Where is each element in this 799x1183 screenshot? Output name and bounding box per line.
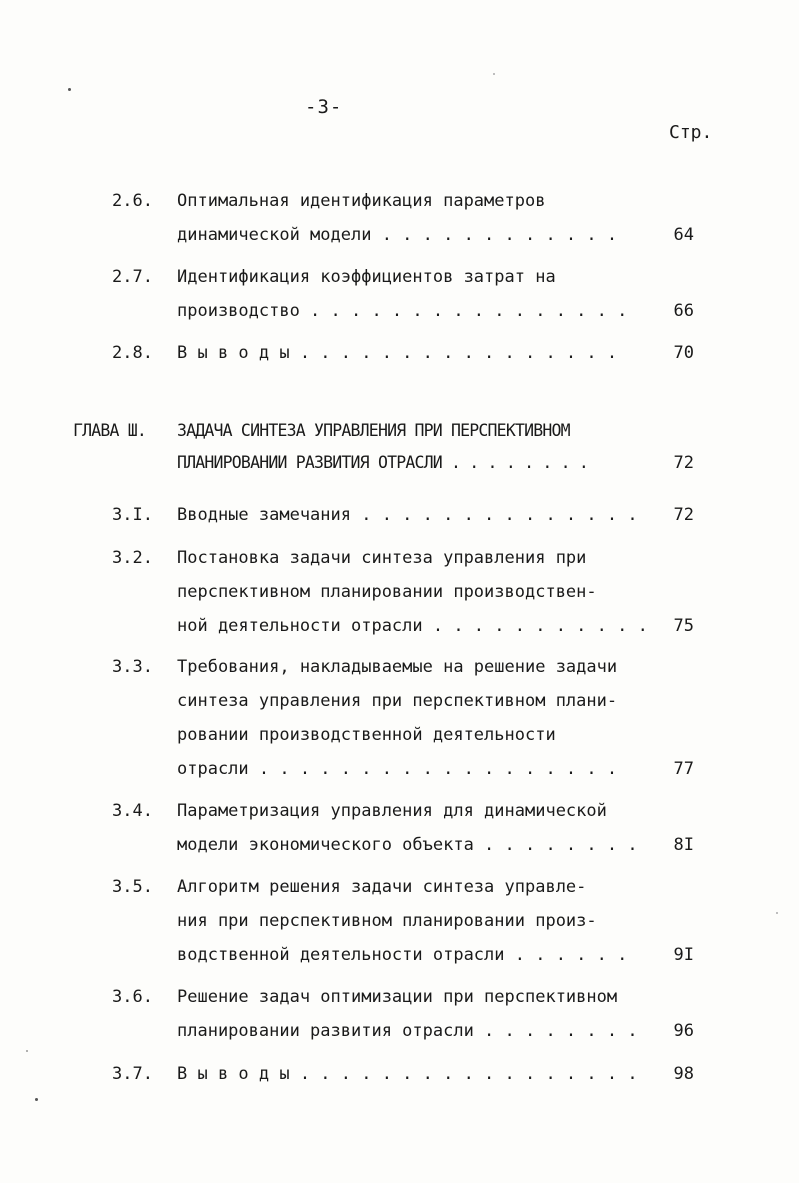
entry-number: 3.7. (112, 1064, 153, 1084)
entry-page: 9I (673, 945, 694, 965)
entry-number: 3.4. (112, 801, 153, 821)
entry-page: 66 (673, 301, 694, 321)
entry-page: 77 (673, 759, 694, 779)
entry-text-line: Постановка задачи синтеза управления при (177, 548, 587, 568)
entry-page: 72 (673, 453, 694, 473)
entry-text-line: ной деятельности отрасли . . . . . . . . . . . (177, 616, 648, 636)
entry-number: 3.6. (112, 987, 153, 1007)
entry-text-line: модели экономического объекта . . . . . . . . (177, 835, 638, 855)
entry-number: 2.6. (112, 191, 153, 211)
entry-text-line: ния при перспективном планировании произ- (177, 911, 597, 931)
entry-text-line: Алгоритм решения задачи синтеза управле- (177, 877, 587, 897)
entry-page: 72 (673, 505, 694, 525)
entry-page: 70 (673, 343, 694, 363)
entry-text-line: отрасли . . . . . . . . . . . . . . . . . . (177, 759, 618, 779)
entry-number: 2.7. (112, 267, 153, 287)
entry-page: 8I (673, 835, 694, 855)
page-column-label: Стр. (669, 122, 713, 143)
entry-text-line: водственной деятельности отрасли . . . . . . (177, 945, 628, 965)
entry-text-line: Параметризация управления для динамической (177, 801, 607, 821)
entry-text-line: Вводные замечания . . . . . . . . . . . . . . (177, 505, 638, 525)
chapter-title-line: ЗАДАЧА СИНТЕЗА УПРАВЛЕНИЯ ПРИ ПЕРСПЕКТИВНОМ (177, 421, 570, 440)
entry-text-line: Оптимальная идентификация параметров (177, 191, 546, 211)
entry-text-line: производство . . . . . . . . . . . . . . . . (177, 301, 628, 321)
entry-number: 3.2. (112, 548, 153, 568)
entry-text-line: синтеза управления при перспективном плани- (177, 691, 618, 711)
entry-text-line: ровании производственной деятельности (177, 725, 556, 745)
entry-text-line: Решение задач оптимизации при перспективном (177, 987, 618, 1007)
chapter-number: ГЛАВА Ш. (73, 421, 147, 440)
entry-page: 96 (673, 1021, 694, 1041)
entry-text-line: Идентификация коэффициентов затрат на (177, 267, 556, 287)
scan-speck (493, 73, 495, 75)
entry-text-line: планировании развития отрасли . . . . . . . . (177, 1021, 638, 1041)
page-number: -3- (305, 96, 343, 118)
chapter-title-line: ПЛАНИРОВАНИИ РАЗВИТИЯ ОТРАСЛИ . . . . . . . . (177, 453, 589, 472)
entry-number: 3.3. (112, 657, 153, 677)
scan-speck (26, 1050, 28, 1052)
scan-speck (776, 912, 778, 914)
scan-speck (35, 1098, 38, 1101)
entry-text-line: Требования, накладываемые на решение задачи (177, 657, 618, 677)
entry-number: 3.I. (112, 505, 153, 525)
entry-text-line: В ы в о д ы . . . . . . . . . . . . . . . . . (177, 1064, 638, 1084)
entry-text-line: перспективном планировании производствен- (177, 582, 597, 602)
entry-page: 98 (673, 1064, 694, 1084)
entry-text-line: динамической модели . . . . . . . . . . . . (177, 225, 618, 245)
scan-speck (68, 88, 71, 91)
entry-page: 75 (673, 616, 694, 636)
entry-number: 3.5. (112, 877, 153, 897)
entry-page: 64 (673, 225, 694, 245)
entry-number: 2.8. (112, 343, 153, 363)
entry-text-line: В ы в о д ы . . . . . . . . . . . . . . . . (177, 343, 618, 363)
